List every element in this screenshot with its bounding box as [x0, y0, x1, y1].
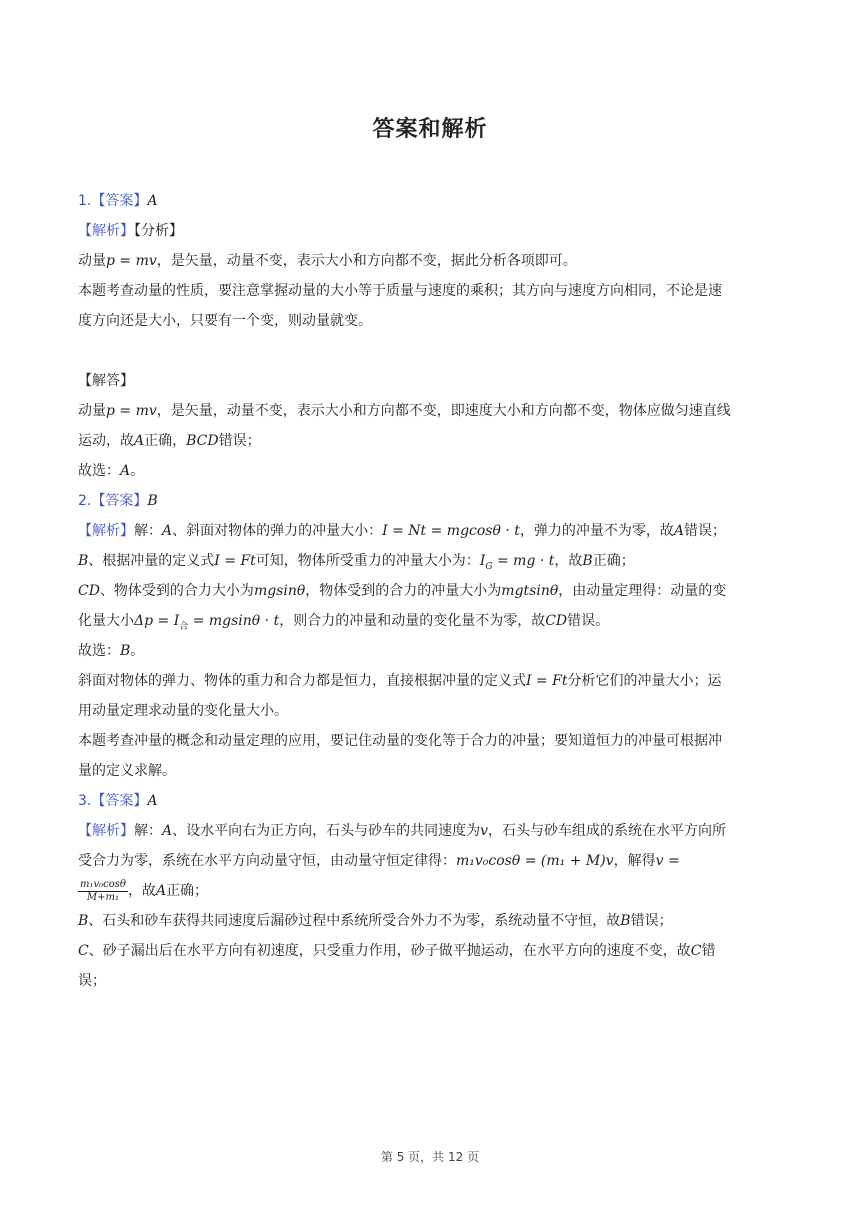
q1-fenxi-tag: 【分析】: [134, 223, 183, 239]
q3-text: 正确；: [166, 883, 209, 899]
q1-line3: 度方向还是大小，只要有一个变，则动量就变。: [78, 313, 372, 329]
q1-text: 运动，故: [78, 433, 134, 449]
q1-text: 动量: [78, 253, 106, 269]
q3-fraction: [78, 879, 128, 904]
q2-option: A: [673, 523, 685, 539]
q2-answer-tag: 【答案】: [91, 493, 148, 509]
q3-answer: A: [147, 793, 158, 809]
q1-option: A: [120, 463, 131, 479]
q1-text: 正确，: [144, 433, 187, 449]
q3-line2: [78, 846, 784, 876]
q3-formula: v =: [655, 853, 680, 869]
q2-text: 、物体受到的合力大小为: [99, 583, 254, 599]
q2-text: ，则合力的冲量和动量的变化量不为零，故: [279, 613, 546, 629]
q2-text: 化量大小: [78, 613, 134, 629]
q3-line1: [78, 816, 784, 846]
q1-text: 错误；: [218, 433, 261, 449]
q1-line2: 本题考查动量的性质，要注意掌握动量的大小等于质量与速度的乘积；其方向与速度方向相同，不论是速: [78, 283, 722, 299]
q2-formula: Δp = I: [134, 613, 180, 629]
q1-text: ，是矢量，动量不变，表示大小和方向都不变，即速度大小和方向都不变，物体应做匀速直线: [156, 403, 731, 419]
q1-jieda-tag: 【解答】: [78, 373, 134, 389]
q1-line6: [78, 456, 784, 486]
q1-tags: [78, 216, 784, 246]
q2-text: ，弹力的冲量不为零，故: [519, 523, 674, 539]
q1-line4: [78, 396, 784, 426]
q3-text: ，石头与砂车组成的系统在水平方向所: [488, 823, 727, 839]
q1-option: BCD: [186, 433, 219, 449]
q2-formula: = mg · t: [492, 553, 555, 569]
q3-option: C: [690, 943, 702, 959]
q2-option: B: [78, 553, 89, 569]
q2-line4: [78, 606, 784, 636]
q2-answer: B: [147, 493, 158, 509]
q2-text: ，由动量定理得：动量的变: [558, 583, 727, 599]
q3-line3: [78, 876, 784, 906]
q2-text: 可知，物体所受重力的冲量大小为：: [255, 553, 480, 569]
q1-formula: p = mv: [106, 403, 157, 419]
q2-formula: = mgsinθ · t: [188, 613, 280, 629]
q2-text: 错误；: [684, 523, 727, 539]
q3-option: B: [78, 913, 89, 929]
q3-text: 、设水平向右为正方向，石头与砂车的共同速度为: [172, 823, 481, 839]
q2-formula: mgsinθ: [253, 583, 306, 599]
q2-text: 斜面对物体的弹力、物体的重力和合力都是恒力，直接根据冲量的定义式: [78, 673, 526, 689]
q1-jiexi-tag: 【解析】: [78, 223, 134, 239]
q1-text: 动量: [78, 403, 106, 419]
q1-text: 故选：: [78, 463, 120, 479]
q3-number: 3.: [78, 793, 92, 809]
q1-text: 。: [130, 463, 145, 479]
q2-line8: 本题考查冲量的概念和动量定理的应用，要记住动量的变化等于合力的冲量；要知道恒力的冲量可根据冲: [78, 733, 722, 749]
q3-text: 、石头和砂车获得共同速度后漏砂过程中系统所受合外力不为零，系统动量不守恒，故: [88, 913, 621, 929]
q1-line1: [78, 246, 784, 276]
q2-subscript: G: [485, 561, 493, 572]
q3-fraction-numerator: m₁v₀cosθ: [80, 878, 126, 890]
q2-text: 解：: [134, 523, 162, 539]
q2-text: 。: [130, 643, 145, 659]
q1-text: ，是矢量，动量不变，表示大小和方向都不变，据此分析各项即可。: [156, 253, 577, 269]
q1-option: A: [134, 433, 145, 449]
q1-number: 1.: [78, 193, 92, 209]
q3-formula: v: [480, 823, 489, 839]
q2-text: 错误。: [567, 613, 610, 629]
q3-text: 错: [701, 943, 716, 959]
q3-option: A: [155, 883, 167, 899]
q3-text: 、砂子漏出后在水平方向有初速度，只受重力作用，砂子做平抛运动，在水平方向的速度不变，故: [88, 943, 691, 959]
page-title: 答案和解析: [372, 117, 488, 142]
q2-line1: [78, 516, 784, 546]
q3-text: 错误；: [630, 913, 673, 929]
q2-option: A: [162, 523, 173, 539]
q3-line5: [78, 936, 784, 966]
q3-answer-tag: 【答案】: [91, 793, 148, 809]
q2-line9: 量的定义求解。: [78, 763, 176, 779]
q3-text: 受合力为零，系统在水平方向动量守恒，由动量守恒定律得：: [78, 853, 456, 869]
q2-answer-line: [78, 486, 784, 516]
q2-jiexi-tag: 【解析】: [78, 523, 134, 539]
q1-answer: A: [147, 193, 158, 209]
q3-option: B: [620, 913, 631, 929]
q2-line6: [78, 666, 784, 696]
q1-line5: [78, 426, 784, 456]
q2-text: 、斜面对物体的弹力的冲量大小：: [172, 523, 383, 539]
q2-line5: [78, 636, 784, 666]
q3-text: 解：: [134, 823, 162, 839]
q2-option: CD: [78, 583, 100, 599]
q2-option: CD: [545, 613, 568, 629]
q1-answer-tag: 【答案】: [91, 193, 148, 209]
q3-text: ，解得: [613, 853, 656, 869]
q2-formula: I = Nt = mgcosθ · t: [382, 523, 520, 539]
q2-formula: mgtsinθ: [501, 583, 559, 599]
q1-answer-line: [78, 186, 784, 216]
q2-text: 、根据冲量的定义式: [88, 553, 215, 569]
q2-formula: I = Ft: [526, 673, 568, 689]
q2-text: ，故: [554, 553, 583, 569]
q3-formula: m₁v₀cosθ = (m₁ + M)v: [456, 853, 614, 869]
q3-option: A: [162, 823, 173, 839]
q2-line2: [78, 546, 784, 576]
q3-line4: [78, 906, 784, 936]
q2-subscript: 合: [179, 621, 189, 632]
q1-formula: p = mv: [106, 253, 157, 269]
q2-line7: 用动量定理求动量的变化量大小。: [78, 703, 288, 719]
q3-fraction-denominator: M+m₁: [86, 891, 120, 903]
page-footer: 第 5 页，共 12 页: [380, 1150, 480, 1164]
q3-line6: 误；: [78, 973, 106, 989]
q2-formula: I: [479, 553, 486, 569]
q3-jiexi-tag: 【解析】: [78, 823, 134, 839]
q2-text: 故选：: [78, 643, 120, 659]
q2-text: 正确；: [592, 553, 635, 569]
document-body: [78, 186, 784, 996]
q2-number: 2.: [78, 493, 92, 509]
q2-option: B: [582, 553, 593, 569]
q3-option: C: [78, 943, 89, 959]
q3-answer-line: [78, 786, 784, 816]
q2-text: ，物体受到的合力的冲量大小为: [305, 583, 502, 599]
q2-line3: [78, 576, 784, 606]
q3-text: ，故: [127, 883, 156, 899]
q2-formula: I = Ft: [214, 553, 256, 569]
q2-text: 分析它们的冲量大小；运: [567, 673, 722, 689]
q2-option: B: [120, 643, 131, 659]
